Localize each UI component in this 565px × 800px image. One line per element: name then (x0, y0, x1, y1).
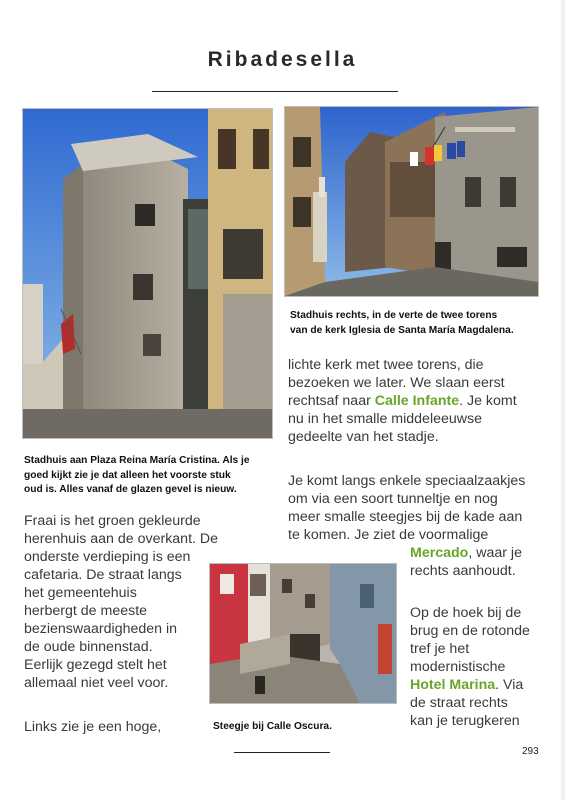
footer-divider (234, 752, 330, 753)
caption-photo1: Stadhuis aan Plaza Reina María Cristina. Als je goed kijkt zie je dat alleen het voorste stuk oud is. Alles vanaf de glazen gevel is nieuw. (24, 455, 250, 495)
text-block-right-top: lichte kerk met twee torens, die bezoeken we later. We slaan eerst rechtsaf naar Calle Infante. Je komt nu in het smalle middeleeuwse gedeelte van het stadje. (288, 357, 517, 445)
text-left-last: Links zie je een hoge, (24, 719, 162, 735)
text-block-left: Fraai is het groen gekleurde herenhuis aan de overkant. De onderste verdieping is een cafetaria. De straat langs het gemeentehuis herbergt de meeste bezienswaardigheden in de oude binnenstad. Eerlijk gezegd stelt het allemaal niet veel voor. (24, 513, 219, 691)
page-title: Ribadesella (207, 48, 358, 71)
title-underline (152, 91, 398, 92)
photo-town-hall-plaza (22, 108, 273, 439)
text-block-right-mid: Je komt langs enkele speciaalzaakjes om via een soort tunneltje en nog meer smalle steegjes bij de kade aan te komen. Je ziet de voormalige (288, 473, 526, 543)
photo-alley-calle-oscura (209, 563, 397, 704)
caption-photo2: Stadhuis rechts, in de verte de twee torens van de kerk Iglesia de Santa María Magdalena. (290, 310, 514, 336)
page-number: 293 (522, 746, 539, 757)
text-mercado: Mercado, waar je rechts aanhoudt. (410, 545, 522, 579)
caption-photo3: Steegje bij Calle Oscura. (213, 721, 332, 732)
text-block-right-bottom: Op de hoek bij de brug en de rotonde tref je het modernistische Hotel Marina. Via de straat rechts kan je terugkeren (410, 605, 530, 729)
highlight-mercado: Mercado (410, 545, 469, 561)
page-edge (561, 0, 565, 800)
photo-street-towers (284, 106, 539, 297)
highlight-hotel-marina: Hotel Marina (410, 677, 496, 693)
highlight-calle-infante: Calle Infante (374, 393, 460, 409)
